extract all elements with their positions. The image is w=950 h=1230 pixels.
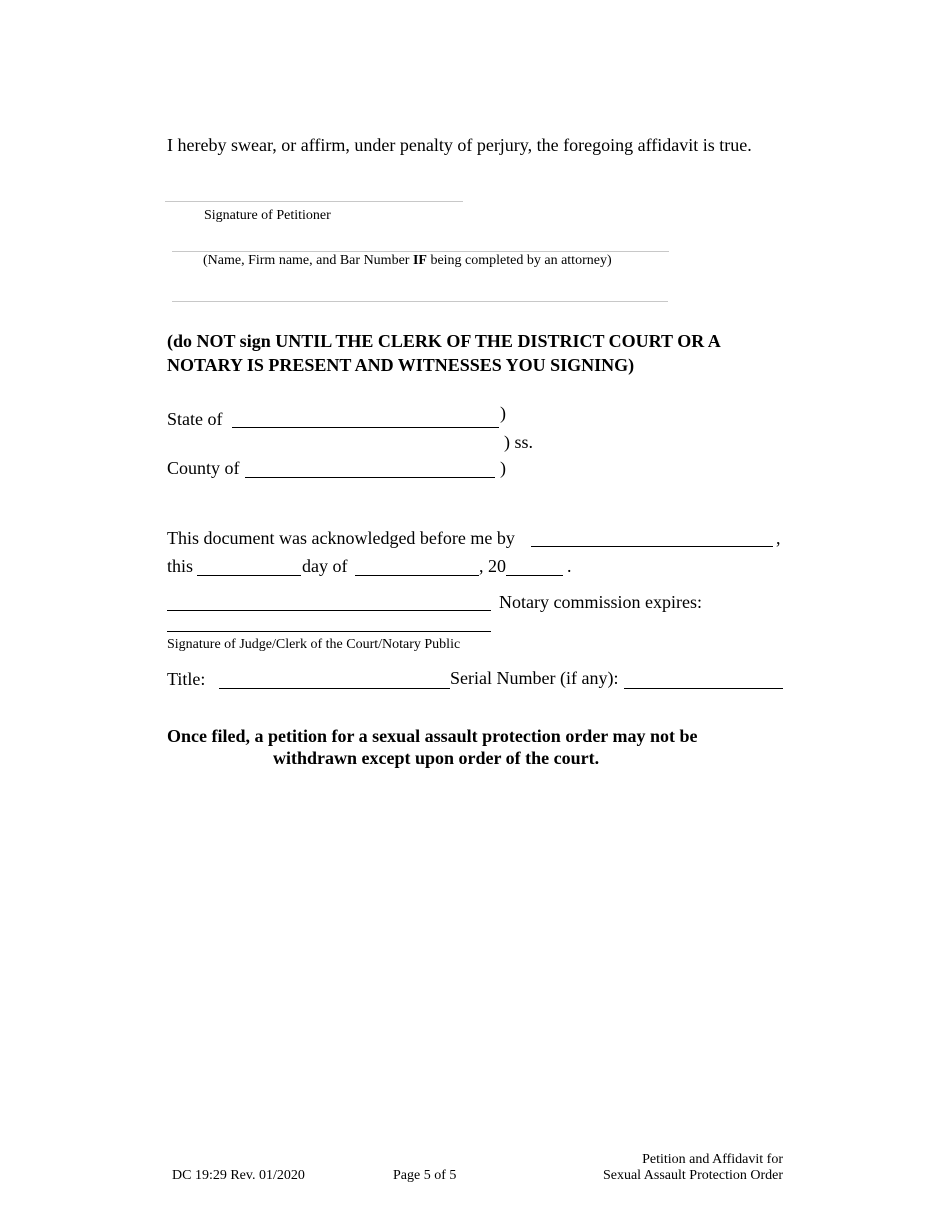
signing-warning-line1: (do NOT sign UNTIL THE CLERK OF THE DISTRICT COURT OR A <box>167 331 721 351</box>
acknowledgment-text: This document was acknowledged before me by <box>167 528 515 548</box>
notary-signature-line-2[interactable] <box>167 631 491 632</box>
form-id: DC 19:29 Rev. 01/2020 <box>172 1168 305 1183</box>
acknowledgment-comma: , <box>776 528 781 548</box>
county-label: County of <box>167 458 240 478</box>
year-prefix: , 20 <box>479 556 506 576</box>
title-field[interactable] <box>219 688 450 689</box>
month-field[interactable] <box>355 575 479 576</box>
petitioner-signature-line[interactable] <box>165 201 463 202</box>
county-paren: ) <box>500 458 506 478</box>
doc-title-line2: Sexual Assault Protection Order <box>602 1168 783 1183</box>
serial-number-label: Serial Number (if any): <box>450 668 619 688</box>
notary-signature-label: Signature of Judge/Clerk of the Court/Notary Public <box>167 637 461 652</box>
attorney-info-line-2[interactable] <box>172 301 668 302</box>
attorney-info-line[interactable] <box>172 251 669 252</box>
ss-mark: ) ss. <box>504 432 534 452</box>
day-field[interactable] <box>197 575 301 576</box>
commission-expires-label: Notary commission expires: <box>499 592 702 612</box>
serial-number-field[interactable] <box>624 688 783 689</box>
this-label: this <box>167 556 194 576</box>
withdrawal-notice-line2: withdrawn except upon order of the court. <box>273 748 600 768</box>
acknowledged-by-field[interactable] <box>531 546 773 547</box>
page-number: Page 5 of 5 <box>393 1168 457 1183</box>
withdrawal-notice-line1: Once filed, a petition for a sexual assault protection order may not be <box>167 726 698 746</box>
state-label: State of <box>167 409 223 429</box>
signing-warning-line2: NOTARY IS PRESENT AND WITNESSES YOU SIGNING) <box>167 355 635 375</box>
day-of-label: day of <box>302 556 348 576</box>
notary-signature-line[interactable] <box>167 610 491 611</box>
title-label: Title: <box>167 669 206 689</box>
oath-statement: I hereby swear, or affirm, under penalty of perjury, the foregoing affidavit is true. <box>167 135 752 155</box>
state-paren: ) <box>500 403 506 423</box>
attorney-note: (Name, Firm name, and Bar Number IF being completed by an attorney) <box>203 253 612 268</box>
doc-title-line1: Petition and Affidavit for <box>642 1152 783 1167</box>
state-field[interactable] <box>232 427 499 428</box>
county-field[interactable] <box>245 477 495 478</box>
year-field[interactable] <box>506 575 563 576</box>
acknowledgment-period: . <box>567 556 572 576</box>
petitioner-signature-label: Signature of Petitioner <box>204 208 331 223</box>
